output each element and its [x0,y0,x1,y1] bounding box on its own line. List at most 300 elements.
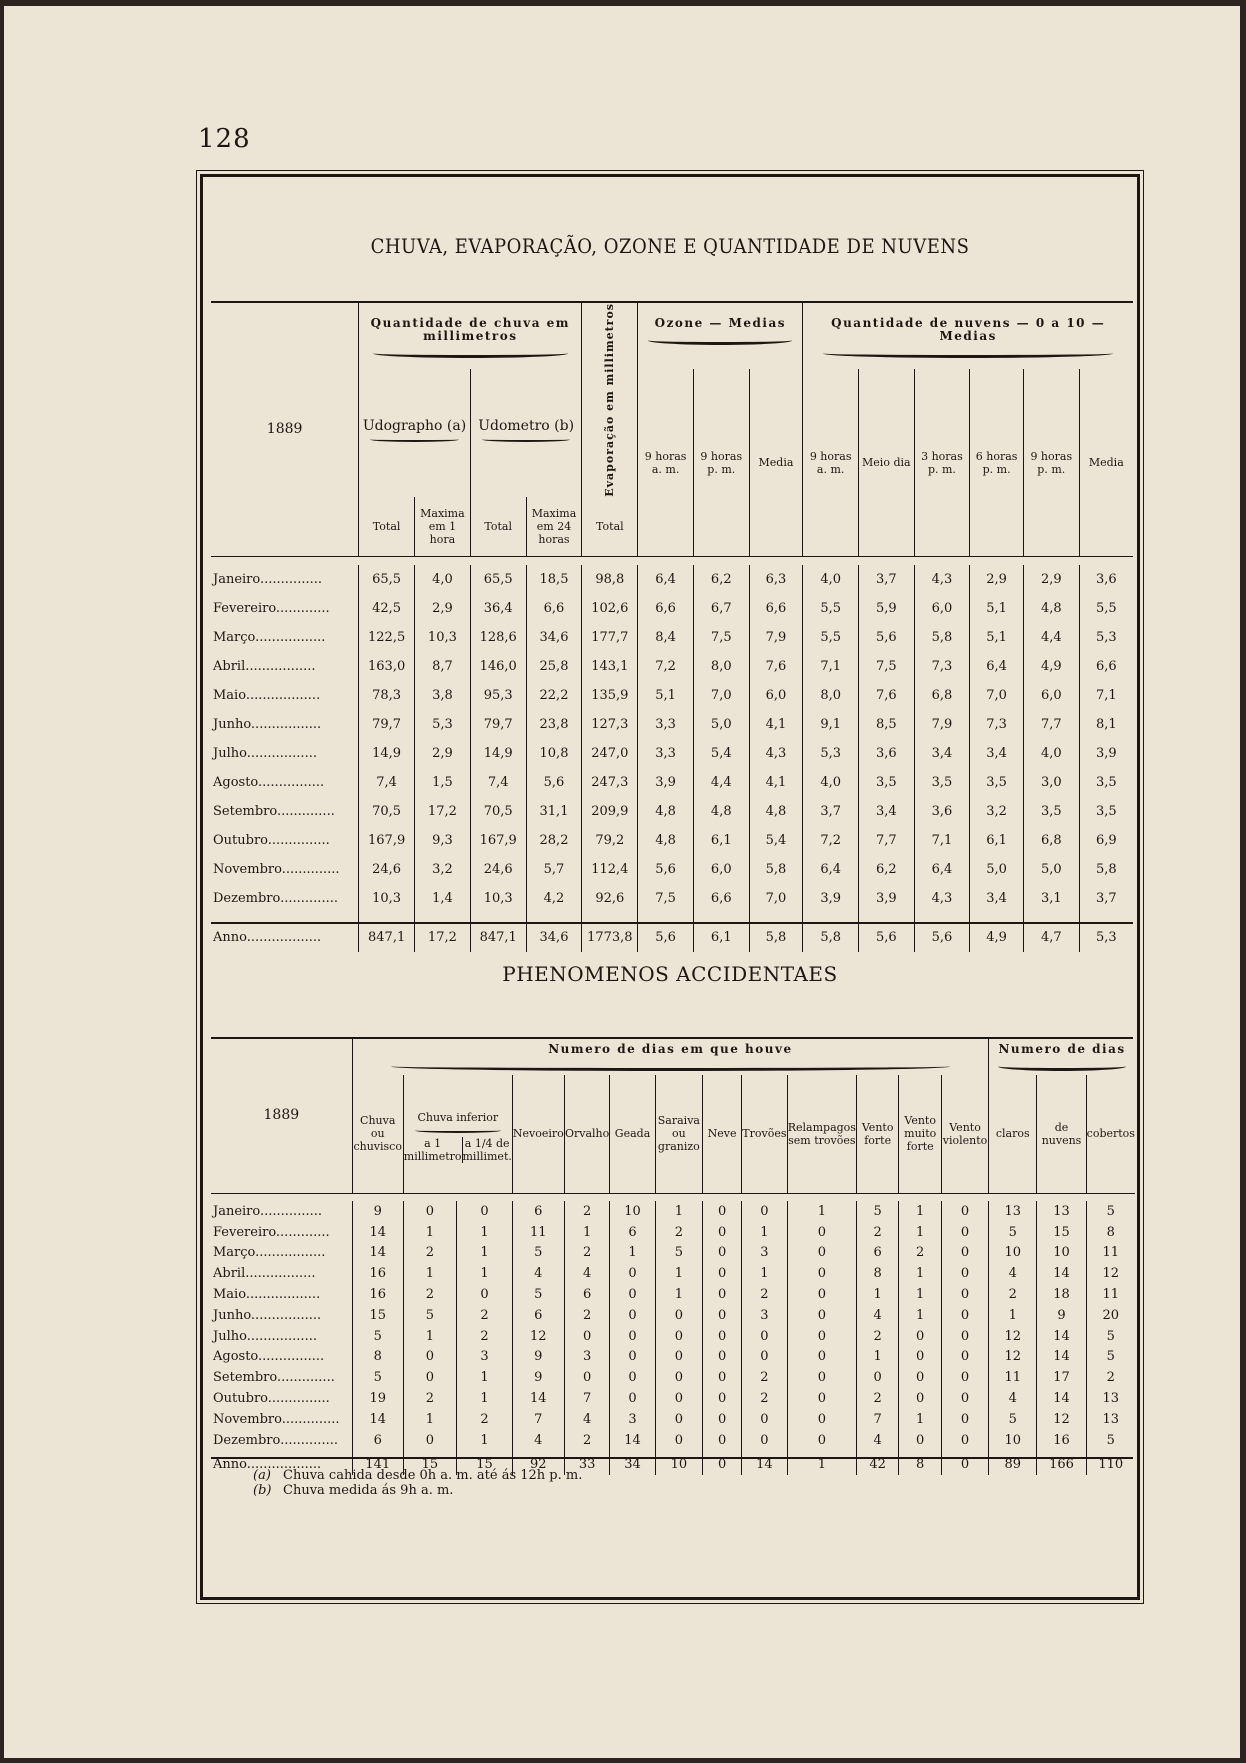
cell-value: 0 [457,1201,513,1222]
cell-value: 0 [655,1409,703,1430]
cell-value: 2 [899,1243,942,1264]
cell-value: 0 [655,1305,703,1326]
cell-value: 78,3 [359,681,415,710]
cell-value: 0 [942,1263,989,1284]
col-header: Trovões [742,1075,788,1193]
cell-value: 10 [655,1455,703,1476]
cell-value: 6,6 [693,884,749,913]
month-label: Janeiro............... [213,571,322,587]
cell-value: 0 [610,1347,655,1368]
col-header: Total [470,497,526,557]
cell-value: 0 [742,1201,788,1222]
cell-value: 1 [457,1367,513,1388]
cell-value: 4,0 [803,565,859,594]
table-row [211,594,1133,623]
cell-value: 1773,8 [582,923,638,952]
year-label: 1889 [263,1107,300,1124]
col-header: Media [1079,369,1133,557]
month-label: Outubro............... [213,832,330,848]
cell-value: 7,5 [858,652,914,681]
clouds-group-header [803,303,1133,369]
cell-value: 24,6 [359,855,415,884]
cell-value: 1 [655,1201,703,1222]
col-header: Saraiva ou granizo [655,1075,703,1193]
cell-value: 3,7 [858,565,914,594]
month-label: Março................. [213,629,326,645]
cell-value: 8,0 [803,681,859,710]
udometro-header [470,369,582,497]
col-header: Vento violento [942,1075,989,1193]
cell-value: 6,0 [693,855,749,884]
cell-value: 7,6 [858,681,914,710]
cell-value: 0 [742,1430,788,1451]
cell-value: 24,6 [470,855,526,884]
col-header: Chuva ou chuvisco [352,1075,403,1193]
cell-value: 1 [787,1455,856,1476]
cell-value: 8,0 [693,652,749,681]
divider [211,1457,1133,1459]
udometro-label: Udometro (b) [478,417,575,434]
table-row [211,623,1133,652]
cell-value: 5 [989,1409,1037,1430]
cell-value: 5,8 [803,923,859,952]
cell-value: 9 [512,1367,564,1388]
cell-value: 2 [564,1305,610,1326]
cell-value: 79,2 [582,826,638,855]
footnote-a [253,1468,582,1483]
cell-value: 5,5 [803,594,859,623]
table-row [211,768,1133,797]
cell-value: 14 [1037,1326,1086,1347]
cell-value: 6 [352,1430,403,1451]
cell-value: 1 [899,1222,942,1243]
cell-value: 0 [856,1367,898,1388]
cell-value: 0 [610,1284,655,1305]
cell-value: 4,0 [803,768,859,797]
cell-value: 3 [742,1243,788,1264]
table-row [211,1326,1135,1347]
cell-value: 7,0 [749,884,803,913]
cell-value: 13 [989,1201,1037,1222]
cell-value: 9 [512,1347,564,1368]
cell-value: 6 [512,1305,564,1326]
cell-value: 0 [787,1347,856,1368]
cell-value: 11 [1086,1243,1135,1264]
cell-value: 23,8 [526,710,582,739]
cell-value: 2 [457,1326,513,1347]
days-group-header [352,1039,988,1075]
cell-value: 36,4 [470,594,526,623]
cell-value: 5,0 [1023,855,1079,884]
cell-value: 0 [899,1367,942,1388]
cell-value: 143,1 [582,652,638,681]
cell-value: 166 [1037,1455,1086,1476]
cell-value: 4,8 [638,797,694,826]
cell-value: 122,5 [359,623,415,652]
cell-value: 3,2 [970,797,1024,826]
cell-value: 3,6 [1079,565,1133,594]
cell-value: 8 [352,1347,403,1368]
cell-value: 1 [899,1201,942,1222]
cell-value: 14,9 [470,739,526,768]
cell-value: 5,0 [970,855,1024,884]
cell-value: 7 [564,1388,610,1409]
cell-value: 8 [899,1455,942,1476]
chuva-inferior-header [403,1075,512,1193]
cell-value: 0 [403,1201,456,1222]
cell-value: 5 [856,1201,898,1222]
cell-value: 0 [610,1388,655,1409]
cell-value: 31,1 [526,797,582,826]
section2-title: PHENOMENOS ACCIDENTAES [502,962,838,986]
cell-value: 12 [512,1326,564,1347]
cell-value: 3,9 [803,884,859,913]
cell-value: 1 [403,1222,456,1243]
cell-value: 5,0 [693,710,749,739]
cell-value: 0 [787,1284,856,1305]
cell-value: 847,1 [359,923,415,952]
cell-value: 1 [457,1263,513,1284]
days-group-label: Numero de dias em que houve [548,1042,793,1056]
cell-value: 3,6 [914,797,970,826]
month-label: Julho................. [213,1328,317,1344]
footnote-b-text: Chuva medida ás 9h a. m. [283,1483,454,1498]
cell-value: 5,6 [638,855,694,884]
cell-value: 6,0 [914,594,970,623]
cell-value: 7,4 [359,768,415,797]
table-row [211,826,1133,855]
cell-value: 70,5 [359,797,415,826]
spacer-row [211,1193,1135,1201]
cell-value: 110 [1086,1455,1135,1476]
table-row [211,1201,1135,1222]
cell-value: 65,5 [359,565,415,594]
cell-value: 4,1 [749,710,803,739]
cell-value: 0 [787,1367,856,1388]
cell-value: 0 [787,1243,856,1264]
table-row [211,681,1133,710]
cell-value: 5,9 [858,594,914,623]
cell-value: 6,1 [693,923,749,952]
cell-value: 4,9 [1023,652,1079,681]
table-row [211,1243,1135,1264]
cell-value: 17,2 [414,797,470,826]
cell-value: 0 [403,1367,456,1388]
cell-value: 0 [787,1388,856,1409]
month-label: Dezembro.............. [213,890,338,906]
cell-value: 163,0 [359,652,415,681]
cell-value: 0 [610,1263,655,1284]
cell-value: 6,3 [749,565,803,594]
cell-value: 6,7 [693,594,749,623]
cell-value: 1,5 [414,768,470,797]
cell-value: 6,6 [638,594,694,623]
accidental-phenomena-rows [211,1193,1135,1475]
cell-value: 3,5 [858,768,914,797]
cell-value: 13 [1037,1201,1086,1222]
month-label: Anno.................. [213,1457,322,1473]
table-row [211,1430,1135,1451]
cell-value: 0 [703,1201,742,1222]
accidental-phenomena-table [211,1039,1135,1475]
cell-value: 1 [457,1222,513,1243]
ozone-group-label: Ozone — Medias [654,316,786,330]
table-row [211,1222,1135,1243]
cell-value: 0 [703,1347,742,1368]
cell-value: 7,6 [749,652,803,681]
cell-value: 0 [610,1326,655,1347]
cell-value: 5 [1086,1347,1135,1368]
cell-value: 0 [899,1388,942,1409]
cell-value: 3,4 [970,884,1024,913]
cell-value: 5,8 [749,855,803,884]
cell-value: 0 [942,1284,989,1305]
cell-value: 6,4 [803,855,859,884]
cell-value: 92 [512,1455,564,1476]
brace-rule [648,336,792,345]
cell-value: 1 [457,1388,513,1409]
cell-value: 0 [787,1430,856,1451]
cell-value: 16 [1037,1430,1086,1451]
cell-value: 0 [942,1409,989,1430]
cell-value: 1 [899,1263,942,1284]
section1-title: CHUVA, EVAPORAÇÃO, OZONE E QUANTIDADE DE NUVENS [370,234,970,258]
cell-value: 0 [899,1326,942,1347]
cell-value: 7 [856,1409,898,1430]
cell-value: 0 [655,1326,703,1347]
cell-value: 12 [1037,1409,1086,1430]
col-header: 9 horas a. m. [803,369,859,557]
cell-value: 0 [655,1367,703,1388]
cell-value: 0 [787,1305,856,1326]
cell-value: 0 [942,1347,989,1368]
cell-value: 4,3 [749,739,803,768]
cell-value: 8,5 [858,710,914,739]
table-row [211,1305,1135,1326]
cell-value: 6 [564,1284,610,1305]
cell-value: 3,7 [1079,884,1133,913]
table-row [211,1263,1135,1284]
cell-value: 5,6 [858,623,914,652]
cell-value: 34 [610,1455,655,1476]
col-header: a 1 millimetro [403,1136,462,1163]
cell-value: 0 [655,1347,703,1368]
cell-value: 2,9 [970,565,1024,594]
cell-value: 14 [352,1243,403,1264]
cell-value: 6,1 [693,826,749,855]
col-header: 9 horas p. m. [693,369,749,557]
cell-value: 70,5 [470,797,526,826]
col-header: Vento muito forte [899,1075,942,1193]
cell-value: 1 [742,1263,788,1284]
cell-value: 847,1 [470,923,526,952]
cell-value: 5,5 [1079,594,1133,623]
cell-value: 0 [942,1388,989,1409]
cell-value: 10 [989,1430,1037,1451]
cell-value: 0 [457,1284,513,1305]
month-label: Maio.................. [213,1287,321,1303]
spacer-row [211,557,1133,565]
cell-value: 6 [610,1222,655,1243]
col-header: Geada [610,1075,655,1193]
cell-value: 15 [352,1305,403,1326]
cell-value: 247,3 [582,768,638,797]
cell-value: 0 [942,1430,989,1451]
cell-value: 0 [403,1430,456,1451]
cell-value: 4,4 [1023,623,1079,652]
cell-value: 7,5 [638,884,694,913]
footnote-a-mark: (a) [253,1468,271,1483]
cell-value: 0 [942,1243,989,1264]
cell-value: 167,9 [359,826,415,855]
cell-value: 0 [655,1430,703,1451]
col-header: a 1/4 de millimet. [462,1136,512,1163]
cell-value: 3,6 [858,739,914,768]
cell-value: 6,6 [749,594,803,623]
cell-value: 4 [989,1263,1037,1284]
cell-value: 1 [610,1243,655,1264]
cell-value: 2 [742,1388,788,1409]
cell-value: 3,5 [970,768,1024,797]
cell-value: 6 [512,1201,564,1222]
brace-rule [370,437,458,442]
cell-value: 5 [352,1326,403,1347]
cell-value: 0 [703,1367,742,1388]
table-row [211,797,1133,826]
cell-value: 3,0 [1023,768,1079,797]
cell-value: 7,2 [638,652,694,681]
month-label: Dezembro.............. [213,1432,338,1448]
cell-value: 0 [703,1430,742,1451]
col-header: Orvalho [564,1075,610,1193]
brace-rule [373,349,569,358]
cell-value: 0 [703,1263,742,1284]
cell-value: 0 [703,1326,742,1347]
page-number: 128 [198,124,251,154]
cell-value: 15 [457,1455,513,1476]
cell-value: 102,6 [582,594,638,623]
col-header: 9 horas a. m. [638,369,694,557]
cell-value: 5,3 [1079,923,1133,952]
brace-rule [415,1128,501,1133]
cell-value: 3,4 [858,797,914,826]
cell-value: 2 [403,1284,456,1305]
cell-value: 3,3 [638,739,694,768]
cell-value: 10 [610,1201,655,1222]
table-row [211,739,1133,768]
cell-value: 11 [1086,1284,1135,1305]
cell-value: 3,3 [638,710,694,739]
month-label: Setembro.............. [213,803,335,819]
cell-value: 5,6 [526,768,582,797]
cell-value: 5 [1086,1430,1135,1451]
cell-value: 6,6 [1079,652,1133,681]
cell-value: 3,9 [858,884,914,913]
brace-rule [823,349,1113,358]
cell-value: 7,1 [1079,681,1133,710]
cell-value: 0 [703,1222,742,1243]
cell-value: 33 [564,1455,610,1476]
chuva-inferior-sub [404,1137,512,1163]
days2-group-label: Numero de dias [998,1042,1126,1056]
cell-value: 28,2 [526,826,582,855]
cell-value: 14 [352,1409,403,1430]
evap-group-header [582,303,638,497]
cell-value: 12 [1086,1263,1135,1284]
cell-value: 12 [989,1326,1037,1347]
cell-value: 6,4 [970,652,1024,681]
cell-value: 247,0 [582,739,638,768]
cell-value: 4 [856,1430,898,1451]
cell-value: 4,7 [1023,923,1079,952]
cell-value: 6,1 [970,826,1024,855]
cell-value: 0 [703,1305,742,1326]
cell-value: 5,5 [803,623,859,652]
cell-value: 0 [610,1367,655,1388]
cell-value: 16 [352,1263,403,1284]
cell-value: 5 [989,1222,1037,1243]
cell-value: 6,0 [1023,681,1079,710]
cell-value: 6,4 [914,855,970,884]
cell-value: 7,1 [914,826,970,855]
cell-value: 10 [1037,1243,1086,1264]
table-row [211,1347,1135,1368]
cell-value: 112,4 [582,855,638,884]
cell-value: 0 [942,1367,989,1388]
cell-value: 3 [610,1409,655,1430]
cell-value: 2 [856,1388,898,1409]
cell-value: 1 [856,1347,898,1368]
table-row [211,1388,1135,1409]
table-row [211,1367,1135,1388]
cell-value: 0 [703,1388,742,1409]
cell-value: 7,4 [470,768,526,797]
days2-group-header [989,1039,1135,1075]
cell-value: 3,1 [1023,884,1079,913]
table-row [211,1284,1135,1305]
col-header: cobertos [1086,1075,1135,1193]
udographo-label: Udographo (a) [362,417,467,434]
divider [211,922,1133,924]
cell-value: 2 [989,1284,1037,1305]
cell-value: 5,6 [858,923,914,952]
cell-value: 1 [564,1222,610,1243]
table-row [211,884,1133,913]
cell-value: 3,5 [914,768,970,797]
cell-value: 79,7 [359,710,415,739]
cell-value: 6,2 [693,565,749,594]
cell-value: 2 [742,1367,788,1388]
chuva-inferior-label: Chuva inferior [417,1110,499,1124]
col-header: Maxima em 24 horas [526,497,582,557]
cell-value: 0 [610,1305,655,1326]
cell-value: 42 [856,1455,898,1476]
cell-value: 8,7 [414,652,470,681]
clouds-group-label: Quantidade de nuvens — 0 a 10 — Medias [831,316,1106,343]
cell-value: 6,9 [1079,826,1133,855]
ozone-group-header [638,303,803,369]
cell-value: 0 [787,1326,856,1347]
month-label: Outubro............... [213,1391,330,1407]
cell-value: 2,9 [414,739,470,768]
document-page [4,6,1240,1758]
cell-value: 4,0 [414,565,470,594]
cell-value: 2 [655,1222,703,1243]
col-header: 9 horas p. m. [1023,369,1079,557]
cell-value: 0 [703,1284,742,1305]
cell-value: 0 [742,1347,788,1368]
cell-value: 5 [512,1284,564,1305]
